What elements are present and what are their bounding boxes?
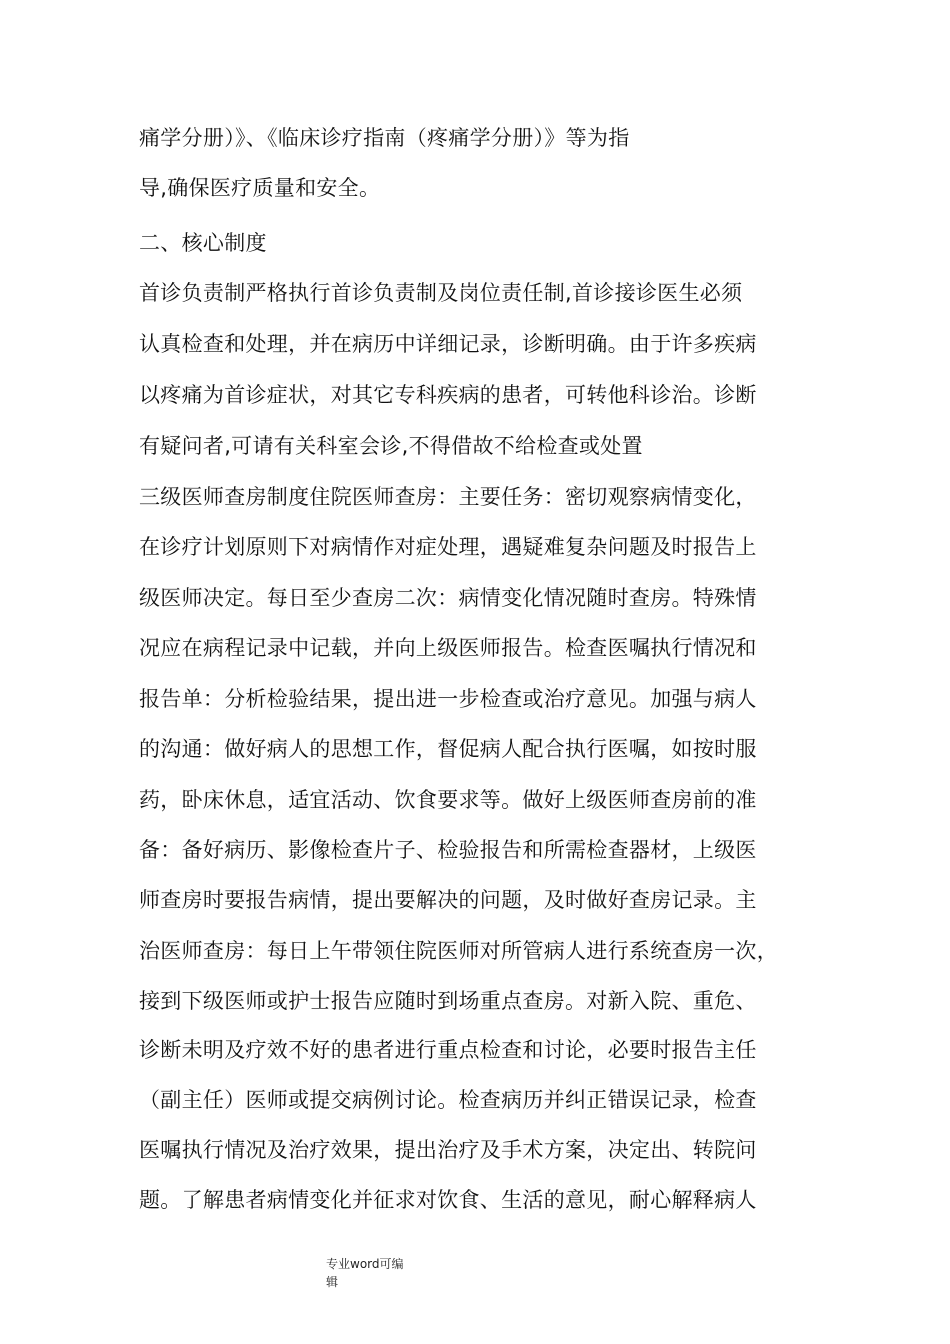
text-line: 接到下级医师或护士报告应随时到场重点查房。对新入院、重危、 [139,989,757,1013]
text-line: 级医师决定。每日至少查房二次：病情变化情况随时查房。特殊情 [139,586,757,610]
text-line: 三级医师查房制度住院医师查房：主要任务：密切观察病情变化， [139,485,757,509]
text-line: 有疑问者,可请有关科室会诊,不得借故不给检查或处置 [139,434,643,458]
footer-note: 专业word可编 [326,1257,404,1271]
text-line: 痛学分册）》、《临床诊疗指南（疼痛学分册）》等为指 [139,126,630,150]
text-line: 报告单：分析检验结果，提出进一步检查或治疗意见。加强与病人 [139,687,757,711]
text-line: 师查房时要报告病情，提出要解决的问题，及时做好查房记录。主 [139,888,757,912]
text-line: 治医师查房：每日上午带领住院医师对所管病人进行系统查房一次， [139,939,778,963]
footer-note-continued: 辑 [326,1275,339,1289]
text-line: 首诊负责制严格执行首诊负责制及岗位责任制,首诊接诊医生必须 [139,281,743,305]
section-heading: 二、核心制度 [139,231,267,255]
text-line: 在诊疗计划原则下对病情作对症处理，遇疑难复杂问题及时报告上 [139,535,757,559]
text-line: 导,确保医疗质量和安全。 [139,176,381,200]
text-line: （副主任）医师或提交病例讨论。检查病历并纠正错误记录，检查 [139,1088,757,1112]
text-line: 题。了解患者病情变化并征求对饮食、生活的意见，耐心解释病人 [139,1188,757,1212]
text-line: 的沟通：做好病人的思想工作，督促病人配合执行医嘱，如按时服 [139,737,757,761]
text-line: 备：备好病历、影像检查片子、检验报告和所需检查器材，上级医 [139,838,757,862]
text-line: 诊断未明及疗效不好的患者进行重点检查和讨论，必要时报告主任 [139,1038,757,1062]
text-line: 医嘱执行情况及治疗效果，提出治疗及手术方案，决定出、转院问 [139,1138,757,1162]
text-line: 以疼痛为首诊症状，对其它专科疾病的患者，可转他科诊治。诊断 [139,383,757,407]
text-line: 药，卧床休息，适宜活动、饮食要求等。做好上级医师查房前的准 [139,788,757,812]
text-line: 况应在病程记录中记载，并向上级医师报告。检查医嘱执行情况和 [139,636,757,660]
text-line: 认真检查和处理，并在病历中详细记录，诊断明确。由于许多疾病 [139,332,757,356]
